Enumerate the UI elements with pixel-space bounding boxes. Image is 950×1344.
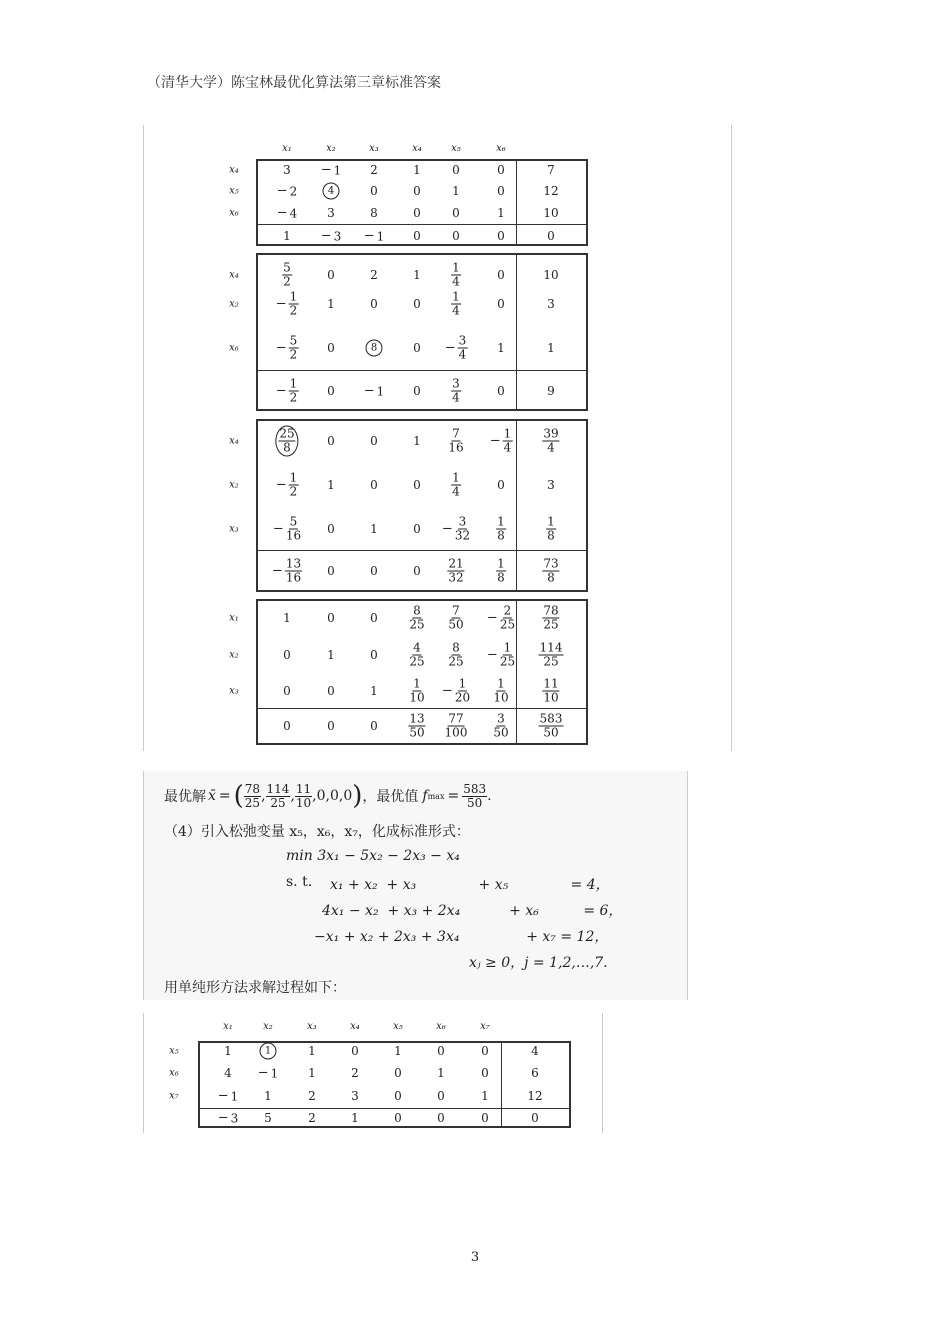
tableau-cell: 1 [413, 268, 421, 282]
tableau2-objective-cell: 1 [351, 1111, 359, 1125]
tableau-cell: $\frac{25}{8}$ [275, 426, 298, 457]
tableau-cell: 1 [283, 611, 291, 625]
basis-label: x₃ [229, 523, 239, 535]
tableau2-cell: 1 [260, 1043, 277, 1060]
objective-cell: $\frac{3}{50}$ [493, 711, 509, 740]
tableau-cell: 2 [370, 163, 378, 177]
basis-label: x₇ [169, 1090, 179, 1102]
tableau2-block [198, 1041, 571, 1128]
tableau2-objective-cell: 0 [437, 1111, 445, 1125]
tableau-cell: 8 [370, 206, 378, 220]
tableau2-cell: 0 [351, 1044, 359, 1058]
tableau-block-2 [256, 253, 588, 411]
fmax-den: 50 [467, 795, 483, 810]
objective-cell: 0 [452, 229, 460, 243]
objective-cell: $\frac{21}{32}$ [448, 556, 464, 585]
tableau-cell: 1 [413, 434, 421, 448]
tableau-cell: 0 [497, 478, 505, 492]
sol-den-1: 25 [244, 795, 261, 810]
tableau-cell: 1 [370, 684, 378, 698]
tableau2-cell: 0 [437, 1089, 445, 1103]
tableau-cell: 0 [327, 684, 335, 698]
constraint-2: 4x₁ − x₂ + x₃ + 2x₄ + x₆ = 6， [322, 903, 623, 919]
tableau-cell: 0 [413, 184, 421, 198]
tableau-cell: 0 [452, 206, 460, 220]
tableau2-cell: 0 [394, 1089, 402, 1103]
solution-text-scan [143, 771, 688, 1000]
constraint-3: −x₁ + x₂ + 2x₃ + 3x₄ + x₇ = 12， [314, 929, 609, 945]
objective-cell: 0 [327, 384, 335, 398]
tableau-cell: 0 [413, 478, 421, 492]
tableau-cell: 10 [543, 268, 559, 282]
tableau-block-3 [256, 419, 588, 592]
t2-column-header-2: x₂ [263, 1021, 273, 1032]
tableau-cell: 2 [370, 268, 378, 282]
tableau2-cell: 12 [527, 1089, 543, 1103]
basis-label: x₂ [229, 479, 239, 491]
tableau2-cell: 6 [531, 1066, 539, 1080]
objective-cell: 0 [413, 384, 421, 398]
tableau2-cell: 3 [351, 1089, 359, 1103]
objective-cell: 0 [327, 564, 335, 578]
x-bar: x̄ [208, 788, 216, 804]
tableau-cell: $\frac{8}{25}$ [448, 640, 464, 669]
tableau2-objective-cell: − 3 [217, 1110, 239, 1126]
basis-label: x₆ [229, 342, 239, 354]
tableau-cell: 1 [370, 522, 378, 536]
tableau-cell: − 1 [320, 162, 342, 178]
solution-end: . [487, 788, 492, 804]
sol-num-1: 78 [244, 781, 261, 796]
basis-label: x₆ [169, 1067, 179, 1079]
basis-label: x₁ [229, 612, 239, 624]
objective-cell: $\frac{77}{100}$ [444, 711, 468, 740]
tableau-cell: 1 [497, 341, 505, 355]
tableau-cell: 0 [327, 611, 335, 625]
rhs-separator [516, 159, 517, 246]
objective-cell: 0 [547, 229, 555, 243]
tableau-cell: $\frac{1}{4}$ [452, 260, 460, 289]
tableau-cell: 0 [370, 478, 378, 492]
tableau-cell: $\frac{7}{16}$ [448, 426, 464, 455]
page-header: （清华大学）陈宝林最优化算法第三章标准答案 [147, 75, 441, 91]
tableau-cell: 1 [452, 184, 460, 198]
tableau-cell: − $\frac{1}{25}$ [486, 640, 516, 669]
tableau-cell: 0 [497, 163, 505, 177]
tableau2-cell: 0 [481, 1044, 489, 1058]
sol-den-2: 25 [270, 795, 286, 810]
tableau-cell: − $\frac{5}{16}$ [272, 514, 302, 543]
constraint-1: x₁ + x₂ + x₃ + x₅ = 4， [330, 877, 610, 893]
tableau-cell: $\frac{39}{4}$ [543, 426, 559, 455]
objective-cell: − $\frac{1}{2}$ [275, 376, 298, 405]
tableau-cell: 0 [497, 268, 505, 282]
tableau2-objective-cell: 0 [394, 1111, 402, 1125]
tableau-cell: $\frac{11}{10}$ [543, 676, 559, 705]
column-header-1: x₁ [282, 143, 292, 154]
tableau-cell: 0 [497, 184, 505, 198]
objective-separator [256, 708, 588, 709]
tableau2-cell: 1 [394, 1044, 402, 1058]
tableau-cell: 0 [370, 184, 378, 198]
f-subscript: max [427, 791, 445, 801]
tableau-cell: 3 [327, 206, 335, 220]
t2-column-header-3: x₃ [307, 1021, 317, 1032]
tableau-cell: 3 [547, 478, 555, 492]
tableau-cell: 1 [497, 206, 505, 220]
tableau-cell: $\frac{7}{50}$ [448, 603, 464, 632]
tableau2-cell: 2 [351, 1066, 359, 1080]
objective-separator [256, 550, 588, 551]
objective-separator [198, 1108, 571, 1109]
column-header-4: x₄ [412, 143, 422, 154]
rhs-separator [501, 1041, 502, 1128]
sol-den-3: 10 [295, 795, 312, 810]
tableau-cell: 0 [413, 522, 421, 536]
tableau-cell: 1 [327, 648, 335, 662]
tableau-cell: 0 [413, 206, 421, 220]
t2-column-header-4: x₄ [350, 1021, 360, 1032]
page-number: 3 [470, 1250, 480, 1265]
basis-label: x₄ [229, 269, 239, 281]
tableau-cell: − $\frac{1}{2}$ [275, 289, 298, 318]
tableau-cell: 0 [327, 341, 335, 355]
objective-line: min 3x₁ − 5x₂ − 2x₃ − x₄ [286, 848, 460, 864]
column-header-6: x₆ [496, 143, 506, 154]
tableau-cell: $\frac{78}{25}$ [543, 603, 559, 632]
column-header-5: x₅ [451, 143, 461, 154]
tableau-cell: $\frac{1}{8}$ [497, 514, 505, 543]
solution-prefix: 最优解 [164, 789, 206, 805]
tableau-cell: − $\frac{1}{20}$ [441, 676, 471, 705]
tableau-cell: 4 [323, 183, 340, 200]
tableau-cell: − 2 [276, 183, 298, 199]
t2-column-header-7: x₇ [480, 1021, 490, 1032]
tableau-cell: 0 [370, 434, 378, 448]
rhs-separator [516, 419, 517, 592]
tableau-cell: $\frac{5}{2}$ [283, 260, 291, 289]
objective-cell: 0 [497, 384, 505, 398]
objective-cell: $\frac{1}{8}$ [497, 556, 505, 585]
objective-cell: − 3 [320, 228, 342, 244]
tableau-cell: $\frac{8}{25}$ [409, 603, 425, 632]
tableau-cell: − $\frac{3}{32}$ [441, 514, 471, 543]
tableau2-objective-cell: 0 [531, 1111, 539, 1125]
tableau2-cell: 4 [531, 1044, 539, 1058]
objective-cell: 0 [497, 229, 505, 243]
tableau-cell: 0 [327, 522, 335, 536]
tableau-cell: − $\frac{1}{2}$ [275, 470, 298, 499]
tableau2-cell: 1 [308, 1066, 316, 1080]
objective-cell: 0 [370, 719, 378, 733]
basis-label: x₃ [229, 685, 239, 697]
objective-cell: − 1 [363, 383, 385, 399]
tableau-cell: − $\frac{3}{4}$ [444, 333, 467, 362]
t2-column-header-1: x₁ [223, 1021, 233, 1032]
tableau2-cell: 1 [481, 1089, 489, 1103]
tableau2-objective-cell: 0 [481, 1111, 489, 1125]
method-line: 用单纯形方法求解过程如下： [164, 980, 346, 996]
tableau2-objective-cell: 2 [308, 1111, 316, 1125]
objective-separator [256, 370, 588, 371]
tableau-cell: 0 [370, 611, 378, 625]
tableau2-cell: 1 [308, 1044, 316, 1058]
tableau-cell: 0 [452, 163, 460, 177]
sol-num-3: 11 [295, 781, 312, 796]
tableau-cell: $\frac{1}{4}$ [452, 470, 460, 499]
tableau-cell: 10 [543, 206, 559, 220]
objective-cell: 0 [413, 564, 421, 578]
t2-column-header-5: x₅ [393, 1021, 403, 1032]
tableau2-cell: 0 [394, 1066, 402, 1080]
tableau-cell: 1 [327, 297, 335, 311]
tableau-cell: 0 [413, 297, 421, 311]
objective-separator [256, 224, 588, 225]
column-header-3: x₃ [369, 143, 379, 154]
objective-cell: $\frac{13}{50}$ [409, 711, 425, 740]
objective-cell: 0 [327, 719, 335, 733]
tableau-cell: 3 [547, 297, 555, 311]
simplex-tableau-scan-1 [143, 125, 732, 751]
tableau-cell: 1 [327, 478, 335, 492]
tableau2-cell: − 1 [217, 1088, 239, 1104]
st-label: s. t. [286, 874, 313, 890]
tableau-cell: $\frac{4}{25}$ [409, 640, 425, 669]
objective-cell: $\frac{73}{8}$ [543, 556, 559, 585]
objective-cell: $\frac{3}{4}$ [452, 376, 460, 405]
tableau2-cell: 2 [308, 1089, 316, 1103]
basis-label: x₂ [229, 649, 239, 661]
optimal-solution-line: 最优解 x̄ = ( $\frac{78}{25}$ , $\frac{114}{25}$ , $\frac{11}{10}$ ,0,0,0 ) ，最优值 f max = $\frac{583}{50}$ . [164, 781, 492, 811]
tableau-cell: 0 [327, 268, 335, 282]
tableau-cell: − $\frac{1}{4}$ [489, 426, 512, 455]
basis-label: x₄ [229, 435, 239, 447]
objective-cell: 1 [283, 229, 291, 243]
tableau2-objective-cell: 5 [264, 1111, 272, 1125]
objective-cell: − $\frac{13}{16}$ [271, 556, 302, 585]
nonneg-line: xⱼ ≥ 0，j = 1,2,…,7. [469, 955, 608, 971]
objective-cell: 0 [413, 229, 421, 243]
rhs-separator [516, 253, 517, 411]
tableau-cell: $\frac{1}{8}$ [547, 514, 555, 543]
basis-label: x₅ [169, 1045, 179, 1057]
tableau2-cell: − 1 [257, 1065, 279, 1081]
rhs-separator [516, 599, 517, 745]
column-header-2: x₂ [326, 143, 336, 154]
tableau2-cell: 0 [437, 1044, 445, 1058]
tableau-cell: − $\frac{2}{25}$ [486, 603, 516, 632]
tableau2-cell: 1 [264, 1089, 272, 1103]
tableau-cell: 12 [543, 184, 559, 198]
tableau-cell: $\frac{1}{10}$ [493, 676, 509, 705]
tableau-cell: 0 [283, 684, 291, 698]
tableau-cell: 1 [413, 163, 421, 177]
tableau-cell: 0 [497, 297, 505, 311]
tableau-block-1 [256, 159, 588, 246]
basis-label: x₅ [229, 185, 239, 197]
tableau2-cell: 4 [224, 1066, 232, 1080]
f-symbol: f [422, 788, 428, 804]
tableau-cell: 0 [370, 297, 378, 311]
fmax-num: 583 [463, 781, 487, 796]
objective-cell: 0 [283, 719, 291, 733]
optimal-value-label: ，最优值 [362, 789, 419, 805]
tableau-cell: 0 [413, 341, 421, 355]
tableau-cell: 0 [327, 434, 335, 448]
sol-num-2: 114 [266, 781, 290, 796]
objective-cell: 0 [370, 564, 378, 578]
tableau-cell: $\frac{114}{25}$ [539, 640, 563, 669]
tableau2-cell: 0 [481, 1066, 489, 1080]
objective-cell: 9 [547, 384, 555, 398]
objective-cell: $\frac{583}{50}$ [539, 711, 563, 740]
t2-column-header-6: x₆ [436, 1021, 446, 1032]
tableau-cell: 8 [366, 340, 383, 357]
tableau2-cell: 1 [224, 1044, 232, 1058]
part4-intro: （4）引入松弛变量 x₅，x₆，x₇，化成标准形式： [164, 824, 470, 840]
tableau-cell: 7 [547, 163, 555, 177]
tableau2-cell: 1 [437, 1066, 445, 1080]
basis-label: x₄ [229, 164, 239, 176]
basis-label: x₆ [229, 207, 239, 219]
tableau-cell: 3 [283, 163, 291, 177]
simplex-tableau-scan-2 [143, 1013, 603, 1133]
objective-cell: − 1 [363, 228, 385, 244]
tableau-cell: $\frac{1}{4}$ [452, 289, 460, 318]
tableau-cell: 0 [370, 648, 378, 662]
tableau-cell: 0 [283, 648, 291, 662]
tableau-cell: − 4 [276, 205, 298, 221]
basis-label: x₂ [229, 298, 239, 310]
tableau-cell: $\frac{1}{10}$ [409, 676, 425, 705]
tableau-cell: 1 [547, 341, 555, 355]
tableau-cell: − $\frac{5}{2}$ [275, 333, 298, 362]
